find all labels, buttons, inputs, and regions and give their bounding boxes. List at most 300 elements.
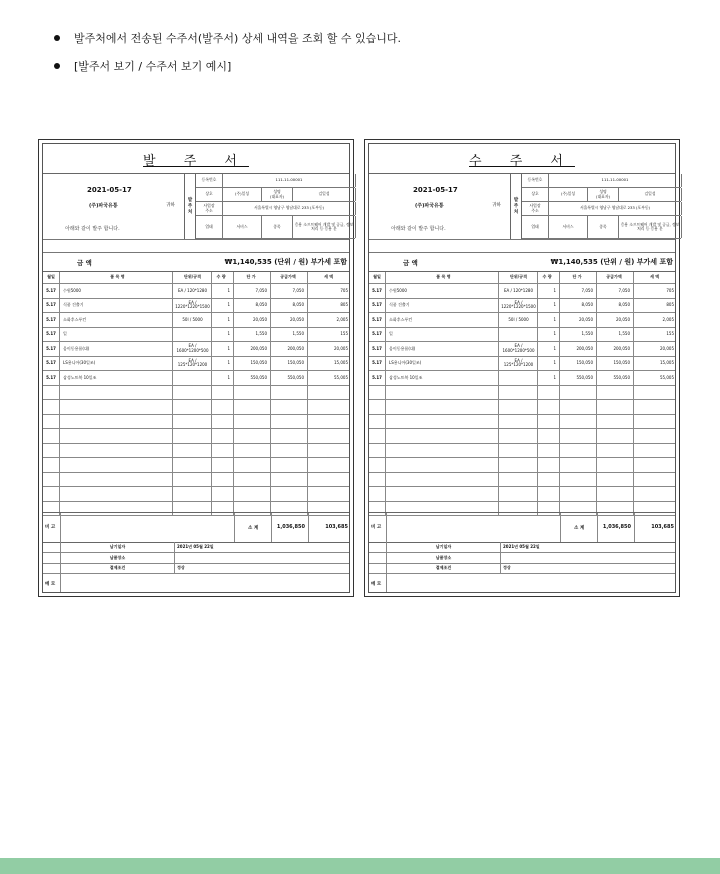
cell-date <box>43 415 60 429</box>
cell-date <box>43 473 60 487</box>
cell-qty <box>212 429 234 443</box>
cell-tax: 805 <box>666 302 674 307</box>
document-title: 발 주 서 <box>143 154 249 169</box>
info-label: 납기일자 <box>60 542 175 552</box>
cell-spec <box>500 386 538 400</box>
cell-tax <box>635 458 677 472</box>
cell-qty <box>538 444 560 458</box>
table-row <box>43 400 349 415</box>
cell-qty <box>212 400 234 414</box>
supplier-row <box>196 188 355 202</box>
cell-item <box>60 415 173 429</box>
cell-item: 일 <box>386 328 499 342</box>
cell-price <box>561 415 597 429</box>
cell-price <box>235 400 271 414</box>
supplier-cell: 응용 소프트웨어 개발 및 공급, 정보 처리 등 응용 분 <box>619 216 682 238</box>
cell-date: 5.17 <box>43 342 60 356</box>
cell-qty <box>212 473 234 487</box>
column-header-date: 월일 <box>369 272 386 283</box>
cell-spec <box>174 473 212 487</box>
cell-price: 550,050 <box>235 371 271 385</box>
cell-item <box>60 444 173 458</box>
info-row <box>43 553 349 564</box>
cell-date: 5.17 <box>43 299 60 313</box>
cell-date: 5.17 <box>43 313 60 327</box>
cell-supply <box>598 473 634 487</box>
cell-date: 5.17 <box>369 328 386 342</box>
cell-date: 5.17 <box>43 357 60 371</box>
cell-supply <box>272 400 308 414</box>
cell-qty <box>212 386 234 400</box>
cell-spec <box>500 415 538 429</box>
cell-spec <box>174 328 212 342</box>
cell-date <box>369 444 386 458</box>
buyer-name: (주)파국유통 <box>89 203 118 209</box>
cell-qty <box>538 458 560 472</box>
table-row <box>43 371 349 386</box>
table-row <box>369 342 675 357</box>
table-row <box>43 357 349 372</box>
table-row <box>369 371 675 386</box>
cell-spec <box>500 400 538 414</box>
cell-qty <box>538 429 560 443</box>
cell-date: 5.17 <box>369 371 386 385</box>
buyer-suffix: 귀하 <box>166 203 175 208</box>
cell-price: 200,050 <box>235 342 271 356</box>
cell-item: 식품 건출기 <box>386 299 499 313</box>
sales-order-document <box>364 139 680 597</box>
cell-tax <box>309 429 351 443</box>
column-header-price: 단 가 <box>235 272 271 283</box>
table-row <box>43 444 349 459</box>
cell-supply <box>272 415 308 429</box>
cell-date <box>369 458 386 472</box>
info-row <box>369 553 675 564</box>
table-row <box>43 342 349 357</box>
cell-qty: 1 <box>212 284 234 298</box>
cell-supply <box>598 487 634 501</box>
table-row <box>43 429 349 444</box>
cell-item: 삼성노트북 10일조 <box>60 371 173 385</box>
table-row <box>369 357 675 372</box>
supplier-cell: 등록번호 <box>196 174 223 187</box>
cell-qty <box>212 415 234 429</box>
supplier-cell: 상호 <box>522 188 549 201</box>
cell-tax: 805 <box>340 302 348 307</box>
cell-date <box>43 487 60 501</box>
cell-item: LS용니아(30일조) <box>386 357 499 371</box>
cell-supply <box>598 444 634 458</box>
cell-item <box>386 444 499 458</box>
cell-item: 삼성노트북 10일조 <box>386 371 499 385</box>
supplier-cell: 111-11-00001 <box>549 174 682 187</box>
cell-item <box>386 458 499 472</box>
supplier-cell: 서울특별시 영남구 영남대로 233 (포부동) <box>549 202 682 215</box>
column-header-spec: 단위/규격 <box>174 272 212 283</box>
cell-tax <box>635 400 677 414</box>
cell-item: 수원5000 <box>60 284 173 298</box>
cell-item: 식품 건출기 <box>60 299 173 313</box>
cell-qty <box>212 444 234 458</box>
cell-tax <box>309 386 351 400</box>
subtotal-label: 소 계 <box>574 526 585 531</box>
column-header-item: 품 목 명 <box>386 272 499 283</box>
order-note: 아래와 같이 발주 합니다. <box>65 226 120 232</box>
cell-price <box>561 429 597 443</box>
cell-item <box>386 386 499 400</box>
cell-date <box>43 458 60 472</box>
cell-item: 수원5000 <box>386 284 499 298</box>
cell-spec <box>500 444 538 458</box>
cell-item <box>386 473 499 487</box>
cell-spec: EA / 1220*1220*1500 <box>174 299 212 313</box>
order-note: 아래와 같이 발주 합니다. <box>391 226 446 232</box>
cell-qty: 1 <box>212 328 234 342</box>
cell-item <box>60 458 173 472</box>
bullet-text: 발주처에서 전송된 수주서(발주서) 상세 내역을 조회 할 수 있습니다. <box>74 32 401 45</box>
supplier-cell: 성명 (대표자) <box>588 188 619 201</box>
supplier-row <box>196 216 355 239</box>
cell-supply <box>598 458 634 472</box>
cell-price <box>235 429 271 443</box>
cell-spec: EA / 1600*1200*500 <box>174 342 212 356</box>
cell-spec: EA / 120*1280 <box>174 284 212 298</box>
cell-tax <box>635 473 677 487</box>
amount-row <box>369 253 675 272</box>
info-value: 2021년 05월 22일 <box>177 544 214 549</box>
remarks-label: 비 고 <box>371 525 382 530</box>
subtotal-label: 소 계 <box>248 526 259 531</box>
table-row <box>369 487 675 502</box>
cell-qty: 1 <box>212 313 234 327</box>
cell-date <box>369 400 386 414</box>
cell-price: 1,550 <box>561 328 597 342</box>
cell-date: 5.17 <box>369 284 386 298</box>
cell-price: 8,050 <box>561 299 597 313</box>
cell-qty: 1 <box>538 313 560 327</box>
cell-supply: 550,050 <box>598 371 634 385</box>
cell-item <box>60 400 173 414</box>
table-row <box>369 458 675 473</box>
cell-supply: 150,050 <box>272 357 308 371</box>
info-label: 납기일자 <box>386 542 501 552</box>
supplier-row <box>522 216 681 239</box>
cell-item <box>60 487 173 501</box>
table-row <box>369 415 675 430</box>
table-row <box>43 487 349 502</box>
cell-spec <box>174 371 212 385</box>
bullet-icon <box>54 63 60 69</box>
supplier-block <box>184 174 355 239</box>
supplier-cell: 서비스 <box>549 216 588 238</box>
cell-item <box>386 400 499 414</box>
cell-qty <box>212 487 234 501</box>
cell-date <box>43 429 60 443</box>
cell-date <box>369 473 386 487</box>
buyer-suffix: 귀하 <box>492 203 501 208</box>
cell-price <box>561 487 597 501</box>
remarks-label: 비 고 <box>45 525 56 530</box>
cell-qty: 1 <box>212 299 234 313</box>
cell-tax: 20,005 <box>334 345 348 351</box>
supplier-row <box>522 174 681 188</box>
cell-date <box>369 429 386 443</box>
bullet-icon <box>54 35 60 41</box>
cell-item <box>60 473 173 487</box>
cell-spec <box>500 429 538 443</box>
table-row <box>369 444 675 459</box>
table-row <box>43 458 349 473</box>
cell-item <box>386 487 499 501</box>
cell-price: 20,050 <box>561 313 597 327</box>
cell-supply <box>272 386 308 400</box>
cell-supply <box>598 386 634 400</box>
cell-qty <box>212 458 234 472</box>
cell-supply <box>598 429 634 443</box>
column-header-supply: 공급가액 <box>598 272 634 283</box>
cell-price <box>235 444 271 458</box>
column-header-tax: 세 액 <box>323 274 334 280</box>
cell-spec <box>500 371 538 385</box>
cell-spec: EA / 1220*1220*1500 <box>500 299 538 313</box>
table-row <box>43 386 349 401</box>
supplier-cell: 응용 소프트웨어 개발 및 공급, 정보 처리 등 응용 분 <box>293 216 356 238</box>
cell-price <box>235 386 271 400</box>
supplier-label: 발 주 처 <box>185 174 196 239</box>
cell-qty: 1 <box>538 371 560 385</box>
supplier-cell: (주)일성 <box>223 188 262 201</box>
cell-price <box>561 473 597 487</box>
cell-date <box>43 386 60 400</box>
cell-item <box>386 429 499 443</box>
table-row <box>369 400 675 415</box>
table-row <box>43 284 349 299</box>
supplier-row <box>196 202 355 216</box>
supplier-cell: 상호 <box>196 188 223 201</box>
cell-tax <box>309 487 351 501</box>
cell-spec: 50l / 5000 <box>500 313 538 327</box>
cell-supply <box>272 444 308 458</box>
cell-supply <box>272 458 308 472</box>
cell-qty <box>538 487 560 501</box>
cell-tax: 705 <box>340 287 348 293</box>
cell-item <box>60 429 173 443</box>
cell-date: 5.17 <box>43 371 60 385</box>
cell-tax <box>635 487 677 501</box>
column-header-tax: 세 액 <box>649 274 660 280</box>
supplier-row <box>196 174 355 188</box>
cell-tax: 15,005 <box>660 360 674 365</box>
column-header-item: 품 목 명 <box>60 272 173 283</box>
cell-tax: 155 <box>666 331 674 336</box>
amount-label: 금 액 <box>403 259 418 267</box>
cell-supply: 1,550 <box>272 328 308 342</box>
cell-item: 음이동용품(대) <box>60 342 173 356</box>
memo-label: 메 모 <box>371 582 382 587</box>
column-header-price: 단 가 <box>561 272 597 283</box>
cell-price <box>561 386 597 400</box>
cell-price <box>561 400 597 414</box>
subtotal-supply: 1,036,850 <box>276 524 305 530</box>
cell-item <box>60 386 173 400</box>
info-label: 결제조건 <box>60 563 175 573</box>
cell-qty <box>538 473 560 487</box>
supplier-cell: 사업장 주소 <box>196 202 223 215</box>
cell-tax <box>635 444 677 458</box>
info-label: 결제조건 <box>386 563 501 573</box>
amount-value: ₩1,140,535 (단위 / 원) 부가세 포함 <box>550 258 673 266</box>
cell-date: 5.17 <box>369 342 386 356</box>
cell-supply <box>272 487 308 501</box>
document-title: 수 주 서 <box>469 154 575 169</box>
cell-item: 일 <box>60 328 173 342</box>
cell-spec <box>174 429 212 443</box>
cell-price: 8,050 <box>235 299 271 313</box>
cell-price: 550,050 <box>561 371 597 385</box>
cell-date: 5.17 <box>43 328 60 342</box>
cell-supply <box>272 429 308 443</box>
footer-bar <box>0 858 720 874</box>
cell-tax: 55,005 <box>660 374 674 380</box>
cell-supply: 7,050 <box>272 284 308 298</box>
cell-date <box>369 415 386 429</box>
table-header <box>43 272 349 284</box>
cell-item: 음이동용품(대) <box>386 342 499 356</box>
cell-date <box>369 487 386 501</box>
supplier-cell: (주)일성 <box>549 188 588 201</box>
cell-price: 7,050 <box>235 284 271 298</box>
document-date: 2021-05-17 <box>413 186 458 194</box>
cell-spec <box>174 415 212 429</box>
subtotal-supply: 1,036,850 <box>602 524 631 530</box>
column-header-date: 월일 <box>43 272 60 283</box>
cell-tax: 2,005 <box>662 316 674 322</box>
cell-item: 소화후스푸킨 <box>60 313 173 327</box>
amount-label: 금 액 <box>77 259 92 267</box>
memo-row <box>369 573 675 592</box>
cell-spec: 50l / 5000 <box>174 313 212 327</box>
cell-spec: EA / 1600*1200*500 <box>500 342 538 356</box>
cell-spec <box>174 487 212 501</box>
supplier-cell: 김일성 <box>619 188 682 201</box>
supplier-cell: 업태 <box>522 216 549 238</box>
cell-supply: 150,050 <box>598 357 634 371</box>
cell-tax <box>635 415 677 429</box>
cell-price <box>235 487 271 501</box>
info-value: 정상 <box>503 565 511 570</box>
cell-price: 20,050 <box>235 313 271 327</box>
remarks-row <box>43 512 349 543</box>
subtotal-tax: 103,685 <box>325 524 348 530</box>
cell-tax: 15,005 <box>334 360 348 365</box>
subtotal-tax: 103,685 <box>651 524 674 530</box>
cell-tax <box>309 444 351 458</box>
info-value: 정상 <box>177 565 185 570</box>
cell-qty <box>538 400 560 414</box>
cell-tax <box>309 415 351 429</box>
supplier-block <box>510 174 681 239</box>
amount-value: ₩1,140,535 (단위 / 원) 부가세 포함 <box>224 258 347 266</box>
supplier-cell: 종목 <box>588 216 619 238</box>
cell-qty: 1 <box>212 357 234 371</box>
cell-supply: 8,050 <box>272 299 308 313</box>
cell-date <box>43 444 60 458</box>
cell-supply: 1,550 <box>598 328 634 342</box>
cell-spec <box>500 473 538 487</box>
cell-tax: 55,005 <box>334 374 348 380</box>
cell-tax <box>635 386 677 400</box>
document-frame <box>42 143 354 593</box>
cell-tax: 20,005 <box>660 345 674 351</box>
supplier-cell: 사업장 주소 <box>522 202 549 215</box>
table-row <box>369 313 675 328</box>
document-frame <box>368 143 680 593</box>
cell-price: 150,050 <box>561 357 597 371</box>
table-row <box>369 473 675 488</box>
bullet-list <box>54 30 401 86</box>
cell-supply <box>598 400 634 414</box>
cell-price: 150,050 <box>235 357 271 371</box>
supplier-cell: 서울특별시 영남구 영남대로 233 (포부동) <box>223 202 356 215</box>
info-row <box>43 542 349 553</box>
cell-spec <box>500 487 538 501</box>
info-row <box>369 542 675 553</box>
remarks-row <box>369 512 675 543</box>
cell-date: 5.17 <box>369 299 386 313</box>
purchase-order-document <box>38 139 354 597</box>
cell-supply <box>598 415 634 429</box>
cell-tax: 2,005 <box>336 316 348 322</box>
cell-price <box>235 458 271 472</box>
cell-item: LS용니아(30일조) <box>60 357 173 371</box>
column-header-qty: 수 량 <box>212 272 234 283</box>
cell-price <box>235 415 271 429</box>
table-row <box>43 313 349 328</box>
memo-row <box>43 573 349 592</box>
cell-supply: 200,050 <box>598 342 634 356</box>
cell-qty: 1 <box>538 357 560 371</box>
cell-date: 5.17 <box>369 313 386 327</box>
cell-spec <box>174 458 212 472</box>
cell-spec <box>500 458 538 472</box>
cell-tax: 155 <box>340 331 348 336</box>
column-header-spec: 단위/규격 <box>500 272 538 283</box>
info-label: 납품장소 <box>60 553 175 563</box>
supplier-row <box>522 202 681 216</box>
cell-qty: 1 <box>538 328 560 342</box>
cell-tax: 705 <box>666 287 674 293</box>
table-row <box>369 328 675 343</box>
cell-price: 1,550 <box>235 328 271 342</box>
cell-item <box>386 415 499 429</box>
table-row <box>369 429 675 444</box>
cell-price: 200,050 <box>561 342 597 356</box>
supplier-cell: 업태 <box>196 216 223 238</box>
cell-date: 5.17 <box>369 357 386 371</box>
info-value: 2021년 05월 22일 <box>503 544 540 549</box>
cell-tax <box>309 473 351 487</box>
table-row <box>369 299 675 314</box>
cell-spec: EA / 120*1280 <box>500 284 538 298</box>
cell-price <box>235 473 271 487</box>
bullet-text: [발주서 보기 / 수주서 보기 예시] <box>74 60 232 73</box>
cell-tax <box>309 400 351 414</box>
cell-price <box>561 458 597 472</box>
supplier-cell: 서비스 <box>223 216 262 238</box>
column-header-qty: 수 량 <box>538 272 560 283</box>
cell-price <box>561 444 597 458</box>
table-row <box>43 473 349 488</box>
